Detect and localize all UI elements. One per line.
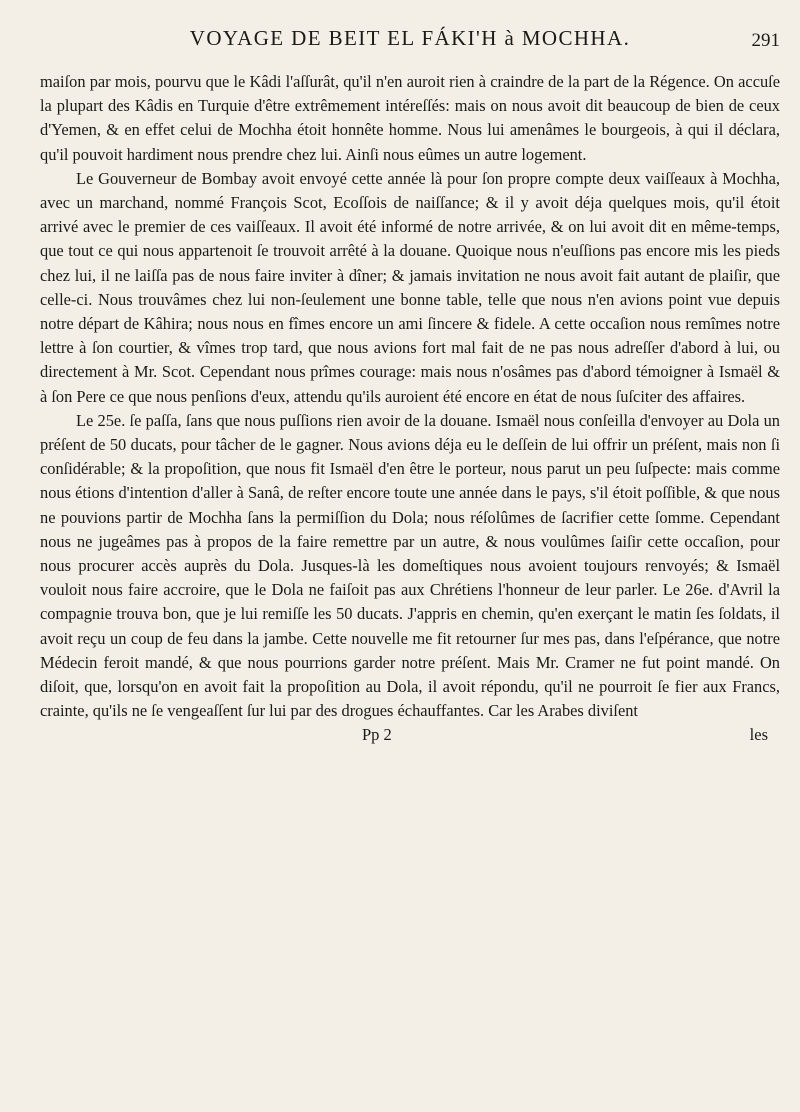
paragraph-1: maiſon par mois, pourvu que le Kâdi l'aſſurât, qu'il n'en auroit rien à craindre de la part de la Régence. On accuſe la plupart des Kâdis en Turquie d'être extrêmement intéreſſés: mais on nous avoit dit beaucoup de bien de ceux d'Yemen, & en effet celui de Mochha étoit honnête homme. Nous lui amenâmes le bourgeois, à qui il déclara, qu'il pouvoit hardiment nous prendre chez lui. Ainſi nous eûmes un autre logement. — [40, 72, 780, 164]
page-number: 291 — [751, 30, 780, 51]
page-footer — [40, 723, 780, 753]
body-text — [40, 70, 780, 723]
paragraph-2: Le Gouverneur de Bombay avoit envoyé cette année là pour ſon propre compte deux vaiſſeaux à Mochha, avec un marchand, nommé François Scot, Ecoſſois de naiſſance; & il y avoit déja quelques mois, qu'il étoit arrivé avec le premier de ces vaiſſeaux. Il avoit été informé de notre arrivée, & on lui avoit dit en même-temps, que tout ce qui nous appartenoit ſe trouvoit arrêté à la douane. Quoique nous n'euſſions pas encore mis les pieds chez lui, il ne laiſſa pas de nous faire inviter à dîner; & jamais invitation ne nous avoit fait autant de plaiſir, que celle-ci. Nous trouvâmes chez lui non-ſeulement une bonne table, telle que nous n'en avions point vue depuis notre départ de Kâhira; nous nous en fîmes encore un ami ſincere & fidele. A cette occaſion nous remîmes notre lettre à ſon courtier, & vîmes trop tard, que nous avions fort mal fait de ne pas nous adreſſer d'abord à lui, ou directement à Mr. Scot. Cependant nous prîmes courage: mais nous n'osâmes pas d'abord témoigner à Ismaël & à ſon Pere ce que nous penſions d'eux, attendu qu'ils auroient été encore en état de nous ſuſciter des affaires. — [40, 168, 780, 406]
catchword: les — [749, 725, 768, 745]
running-head: VOYAGE DE BEIT EL FÁKI'H à MOCHHA. — [189, 26, 631, 50]
paragraph-3: Le 25e. ſe paſſa, ſans que nous puſſions rien avoir de la douane. Ismaël nous conſeilla d'envoyer au Dola un préſent de 50 ducats, pour tâcher de le gagner. Nous avions déja eu le deſſein de lui offrir un préſent, mais non ſi conſidérable; & la propoſition, que nous fit Ismaël d'en être le porteur, nous parut un peu ſuſpecte: mais comme nous étions d'intention d'aller à Sanâ, de reſter encore toute une année dans le pays, s'il étoit poſſible, & que nous ne pouvions partir de Mochha ſans la permiſſion du Dola; nous réſolûmes de ſacrifier cette ſomme. Cependant nous ne jugeâmes pas à propos de la faire remettre par un autre, & nous voulûmes ſaiſir cette occaſion, pour nous procurer accès auprès du Dola. Jusques-là les domeſtiques nous avoient toujours renvoyés; & Ismaël vouloit nous faire accroire, que le Dola ne faiſoit pas aux Chrétiens l'honneur de leur parler. Le 26e. d'Avril la compagnie trouva bon, que je lui remiſſe les 50 ducats. J'appris en chemin, qu'en exerçant le matin ſes ſoldats, il avoit reçu un coup de feu dans la jambe. Cette nouvelle me fit retourner ſur mes pas, dans l'eſpérance, que notre Médecin feroit mandé, & que nous pourrions garder notre préſent. Mais Mr. Cramer ne fut point mandé. On diſoit, que, lorsqu'on en avoit fait la propoſition au Dola, il avoit répondu, qu'il ne pourroit ſe fier aux Francs, crainte, qu'ils ne ſe vengeaſſent ſur lui par des drogues échauffantes. Car les Arabes diviſent — [40, 410, 780, 721]
page-header — [40, 18, 780, 70]
signature-mark: Pp 2 — [362, 725, 392, 745]
book-page — [40, 18, 780, 753]
